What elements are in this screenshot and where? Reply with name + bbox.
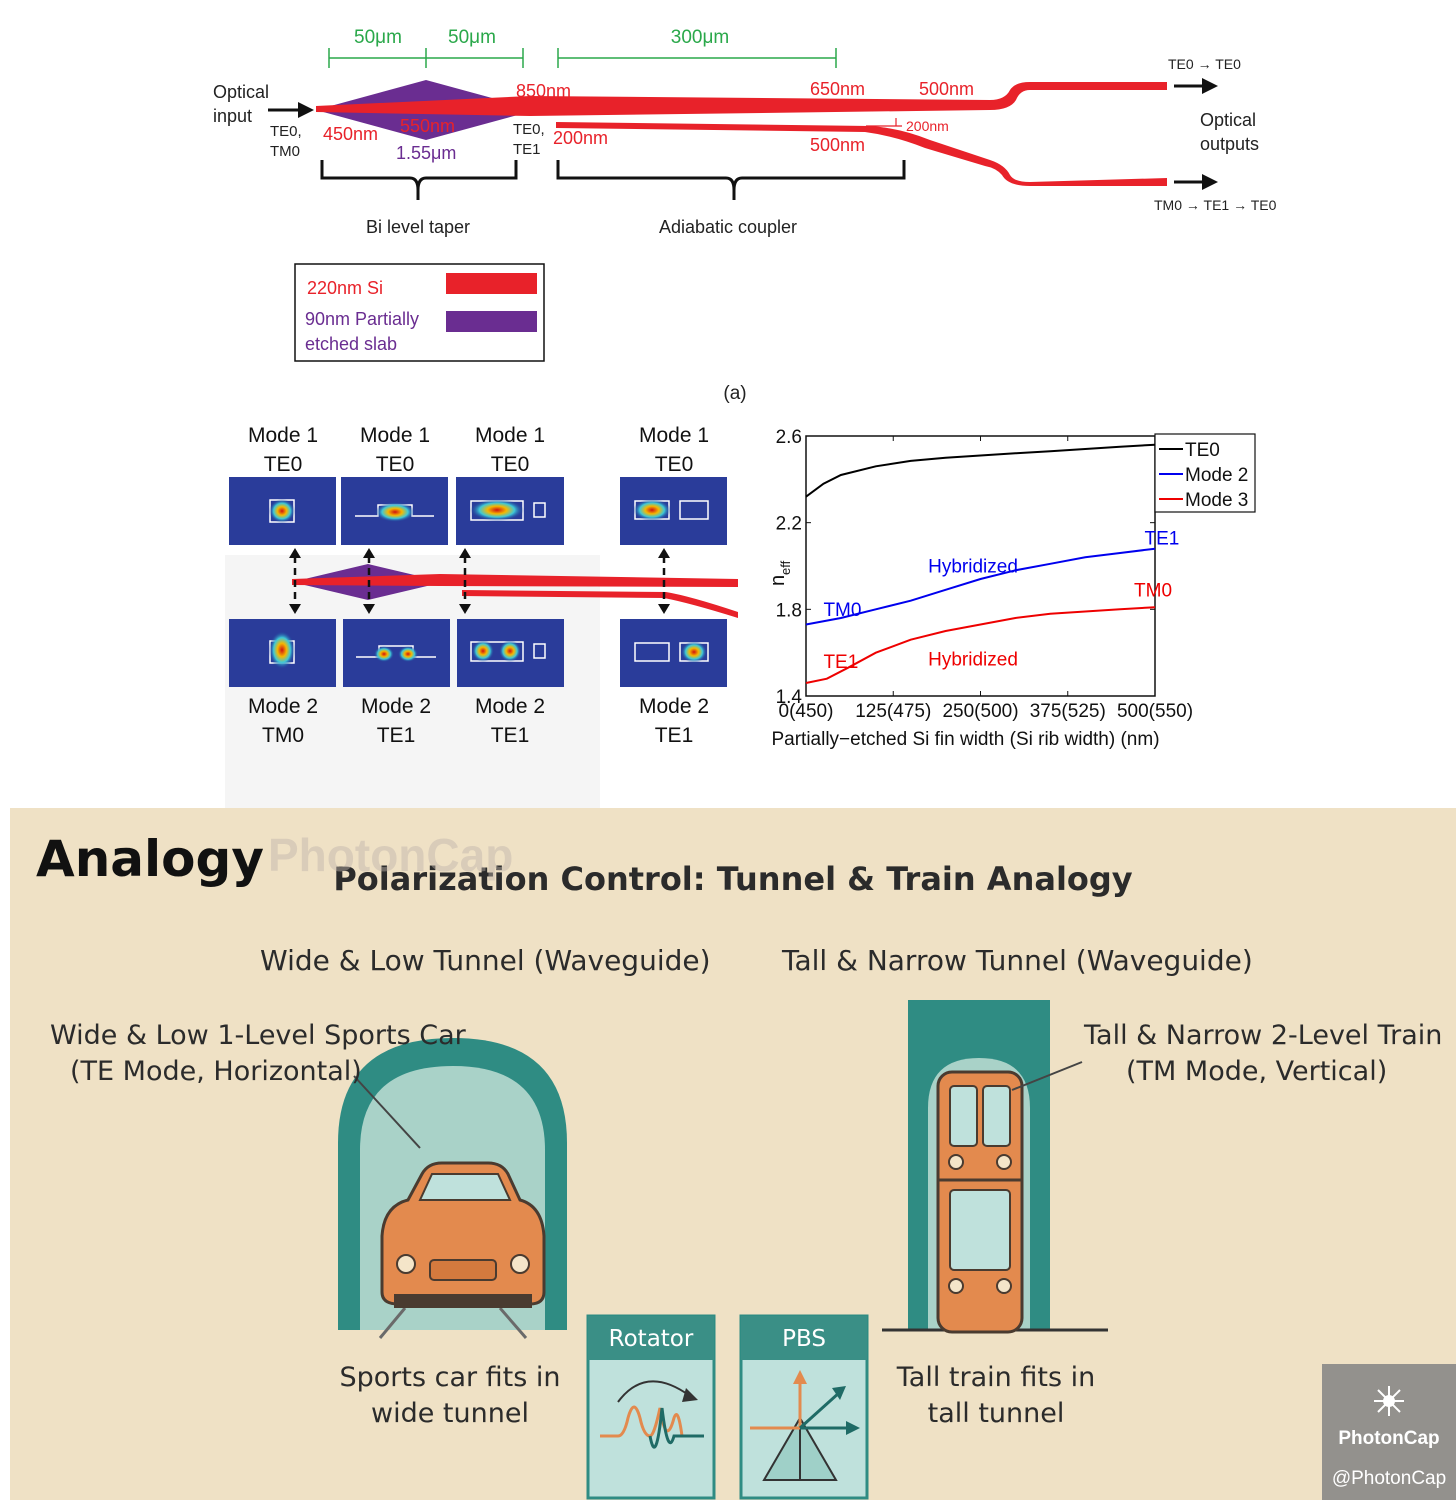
x-axis-label: Partially−etched Si fin width (Si rib width) (nm) bbox=[771, 729, 1160, 750]
input-mode-line1: TE0, bbox=[270, 123, 302, 140]
bottom-mode-label-1a: Mode 2 bbox=[247, 695, 319, 718]
car-note-line2: wide tunnel bbox=[371, 1398, 529, 1429]
bi-level-taper-label: Bi level taper bbox=[365, 217, 471, 237]
y-tick-label-0: 1.4 bbox=[775, 687, 802, 708]
legend-label-1: Mode 2 bbox=[1185, 465, 1249, 486]
right-tunnel-title: Tall & Narrow Tunnel (Waveguide) bbox=[782, 944, 1253, 977]
input-mode-line2: TM0 bbox=[270, 143, 300, 160]
rotator-title: Rotator bbox=[608, 1326, 694, 1352]
x-tick-label-3: 375(525) bbox=[1029, 701, 1106, 722]
annotation-2: TM0 bbox=[823, 599, 862, 621]
left-tunnel-title: Wide & Low Tunnel (Waveguide) bbox=[260, 944, 711, 977]
output-1-label: TE0 → TE0 bbox=[1168, 56, 1241, 72]
annotation-4: TE1 bbox=[823, 651, 859, 673]
train-label-line2: (TM Mode, Vertical) bbox=[1126, 1056, 1388, 1087]
dim-50um-1: 50μm bbox=[354, 27, 402, 48]
badge-name: PhotonCap bbox=[1338, 1428, 1440, 1449]
y-axis-label-sub: eff bbox=[778, 560, 793, 575]
x-tick-label-4: 500(550) bbox=[1116, 701, 1194, 722]
output-arrow-1 bbox=[1174, 78, 1218, 94]
dim-50um-2: 50μm bbox=[448, 27, 496, 48]
analogy-title: Polarization Control: Tunnel & Train Analogy bbox=[333, 860, 1133, 898]
analogy-illustration bbox=[10, 808, 1456, 1500]
top-mode-label-1b: TE0 bbox=[263, 453, 303, 476]
y-tick-label-3: 2.6 bbox=[775, 427, 802, 448]
mode-panel-top-2 bbox=[341, 477, 448, 545]
top-mode-label-2a: Mode 1 bbox=[359, 424, 431, 447]
legend-label-2: Mode 3 bbox=[1185, 490, 1249, 511]
train-note-line2: tall tunnel bbox=[927, 1398, 1065, 1429]
mid-mode-line2: TE1 bbox=[513, 141, 541, 158]
y-tick-label-2: 2.2 bbox=[775, 513, 802, 535]
top-mode-label-3b: TE0 bbox=[490, 453, 530, 476]
pbs-title: PBS bbox=[782, 1326, 826, 1352]
mid-mode-line1: TE0, bbox=[513, 121, 545, 138]
top-mode-label-3a: Mode 1 bbox=[474, 424, 546, 447]
mode-panel-bottom-2 bbox=[343, 619, 450, 687]
width-500nm-top: 500nm bbox=[919, 79, 975, 99]
x-tick-label-0: 0(450) bbox=[778, 701, 834, 722]
legend-slab-label-2: etched slab bbox=[305, 334, 398, 354]
car-label-line1: Wide & Low 1-Level Sports Car bbox=[50, 1020, 466, 1051]
car-note-line1: Sports car fits in bbox=[339, 1362, 561, 1393]
analogy-heading: Analogy bbox=[36, 830, 264, 888]
width-500nm-bottom: 500nm bbox=[810, 135, 866, 155]
watermark-text: PhotonCap bbox=[268, 829, 514, 881]
bottom-mode-label-4b: TE1 bbox=[654, 724, 694, 747]
annotation-0: TE1 bbox=[1144, 528, 1180, 550]
width-550nm: 550nm bbox=[400, 116, 456, 136]
mode-panel-bottom-1 bbox=[229, 619, 336, 687]
top-mode-label-4b: TE0 bbox=[654, 453, 694, 476]
bottom-mode-label-1b: TM0 bbox=[262, 724, 304, 747]
top-mode-label-4a: Mode 1 bbox=[638, 424, 710, 447]
optical-input-line2: input bbox=[213, 106, 253, 126]
car-label-line2: (TE Mode, Horizontal) bbox=[70, 1056, 362, 1087]
legend-si-label: 220nm Si bbox=[307, 278, 384, 298]
neff-chart bbox=[740, 418, 1280, 763]
y-axis-label: n bbox=[767, 574, 789, 586]
mini-lower-waveguide bbox=[462, 590, 738, 618]
x-tick-label-2: 250(500) bbox=[942, 701, 1019, 722]
mode-panel-bottom-3 bbox=[457, 619, 564, 687]
optical-outputs-line1: Optical bbox=[1200, 110, 1257, 130]
adiabatic-coupler-label: Adiabatic coupler bbox=[658, 217, 798, 237]
annotation-5: Hybridized bbox=[928, 649, 1018, 671]
legend-slab-label-1: 90nm Partially bbox=[305, 309, 420, 329]
mode-panel-top-3 bbox=[456, 477, 564, 545]
photoncap-badge bbox=[1322, 1364, 1456, 1500]
train-note-line1: Tall train fits in bbox=[896, 1362, 1096, 1393]
y-tick-label-1: 1.8 bbox=[775, 600, 802, 622]
output-arrow-2 bbox=[1174, 174, 1218, 190]
legend-label-0: TE0 bbox=[1185, 440, 1220, 461]
width-1-55um: 1.55μm bbox=[396, 143, 457, 163]
optical-outputs-line2: outputs bbox=[1200, 134, 1260, 154]
top-mode-label-2b: TE0 bbox=[375, 453, 415, 476]
width-850nm: 850nm bbox=[516, 81, 572, 101]
dim-300um: 300μm bbox=[670, 27, 730, 48]
analogy-section bbox=[10, 808, 1456, 1500]
x-tick-label-1: 125(475) bbox=[855, 701, 932, 722]
bottom-mode-label-3a: Mode 2 bbox=[474, 695, 546, 718]
bottom-mode-label-3b: TE1 bbox=[490, 724, 530, 747]
bottom-mode-label-4a: Mode 2 bbox=[638, 695, 710, 718]
sun-icon bbox=[1372, 1384, 1406, 1418]
mode-panel-top-1 bbox=[229, 477, 336, 545]
bottom-mode-label-2a: Mode 2 bbox=[360, 695, 432, 718]
top-mode-label-1a: Mode 1 bbox=[247, 424, 319, 447]
output-2-label: TM0 → TE1 → TE0 bbox=[1154, 197, 1277, 213]
width-450nm: 450nm bbox=[323, 124, 379, 144]
car-note bbox=[330, 1360, 570, 1432]
width-650nm: 650nm bbox=[810, 79, 866, 99]
gap-marker bbox=[866, 118, 902, 126]
width-200nm: 200nm bbox=[553, 128, 609, 148]
train-label-line1: Tall & Narrow 2-Level Train bbox=[1084, 1020, 1443, 1051]
train-note bbox=[886, 1360, 1106, 1432]
annotation-1: Hybridized bbox=[928, 556, 1018, 578]
mode-profiles bbox=[0, 0, 760, 780]
mode-panel-bottom-4 bbox=[620, 619, 727, 687]
badge-handle: @PhotonCap bbox=[1331, 1468, 1447, 1489]
double-decker-train bbox=[938, 1072, 1022, 1332]
mode-panel-top-4 bbox=[620, 477, 727, 545]
caption-a: (a) bbox=[723, 383, 747, 404]
car-label bbox=[50, 1018, 466, 1090]
annotation-3: TM0 bbox=[1134, 580, 1173, 602]
bottom-mode-label-2b: TE1 bbox=[376, 724, 416, 747]
optical-input-line1: Optical bbox=[213, 82, 270, 102]
gap-200nm: 200nm bbox=[906, 118, 949, 134]
train-label bbox=[1084, 1018, 1442, 1090]
